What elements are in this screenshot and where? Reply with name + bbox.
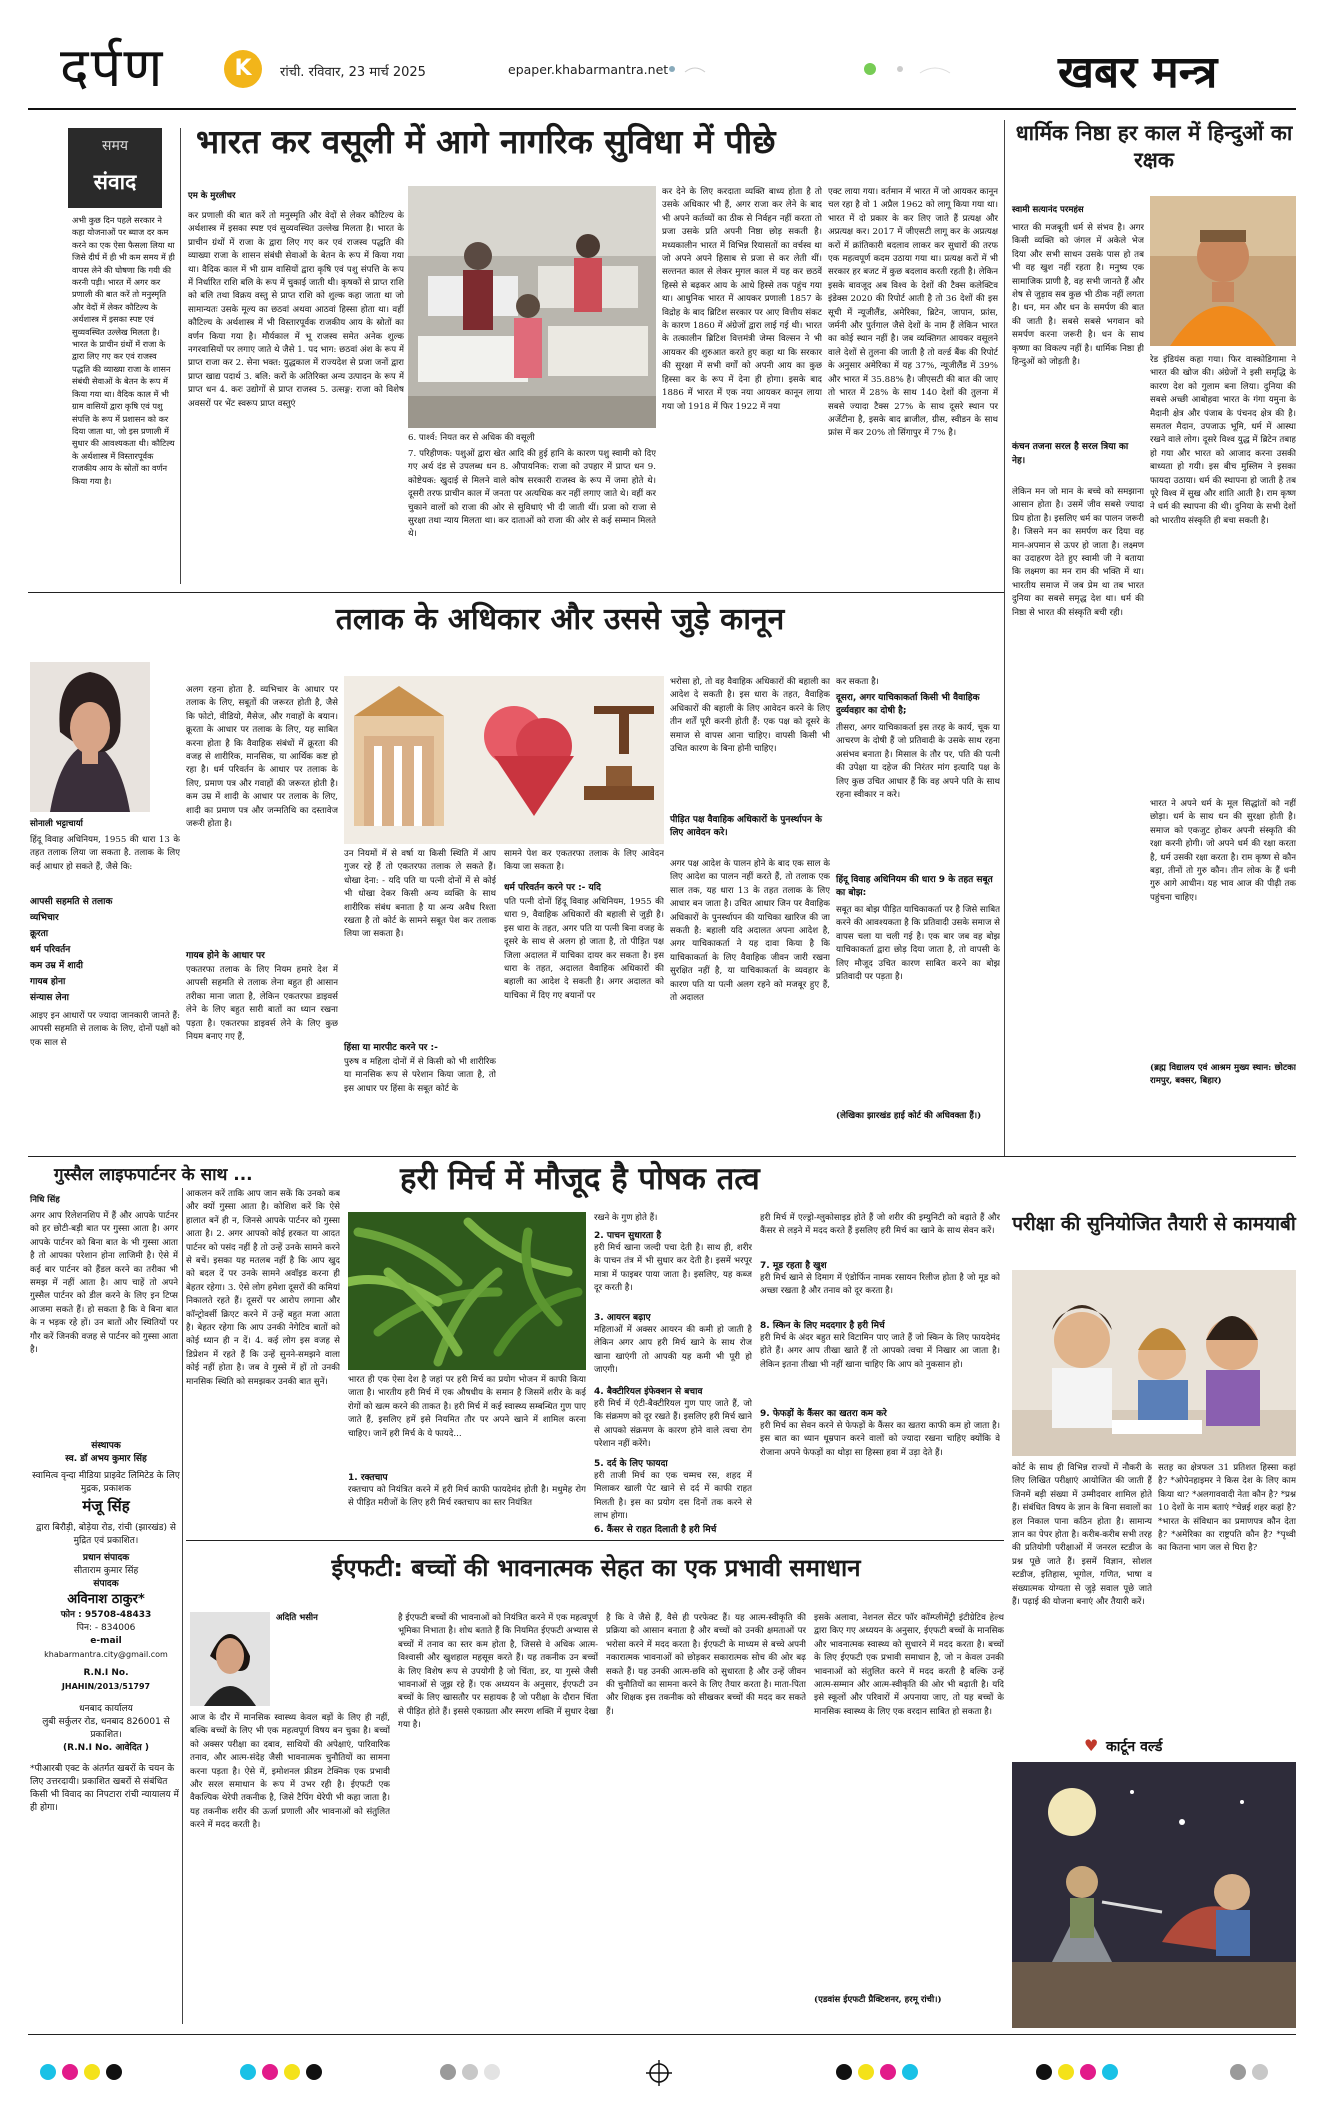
- color-dot-gray: [462, 2064, 478, 2080]
- samay-body: अभी कुछ दिन पहले सरकार ने कहा योजनाओं पर ब्याज दर कम करने का एक ऐसा फैसला लिया था जिसे दीर्घ में ही भी कम समय में ही वापस लेने की घोषणा कि गयी की करनी पड़ी। भारत में अगर कर प्रणाली की बात करें तो मनुस्मृति और वेदों में लेकर कौटिल्य के अर्थशास्त्र में इसका स्पष्ट एवं सुव्यवस्थित उल्लेख मिलता है। भारत के प्राचीन ग्रंथों में राजा के द्वारा लिए गए कर एवं राजस्व पद्धति की व्याख्या राजा के शासन संबंधी सेवाओं के बेतन के रूप में किया गया था। वैदिक काल में भी ग्राम वासियों द्वारा कृषि एवं पशु संपत्ति के रूप में प्रशासन को कर दिया जाता था, जो इस प्रणाली में सुधार की आवश्यकता थी। कौटिल्य के अर्थशास्त्र में विस्तारपूर्वक राजकीय आय के स्रोतों का वर्णन किया गया है।: [72, 215, 175, 486]
- court-collage-photo: [344, 676, 664, 844]
- green-chili-photo: [348, 1212, 586, 1370]
- imprint-phone: फोन : 95708-48433: [60, 1610, 152, 1620]
- article2-footer: (ब्रह्म विद्यालय एवं आश्रम मुख्य स्थान: छोटका रामपुर, बक्सर, बिहार): [1150, 1063, 1296, 1087]
- article3-sub5: दूसरा, अगर याचिकाकर्ता किसी भी वैवाहिक दुर्व्यवहार का दोषी है;: [836, 693, 980, 716]
- registration-marks: [0, 2064, 1324, 2094]
- article3-col6b: सबूत का बोझ पीड़ित याचिकाकर्ता पर है जिसे साबित करने की आवश्यकता है कि प्रतिवादी उसके समाज से वापस चला या चली गई है। एक बार जब वह बोझ याचिकाकर्ता द्वारा छोड़ दिया जाता है, तो वापसी के लिए मौजूद उचित कारण साबित करने का बोझ प्रतिवादी पर पड़ता है।: [836, 905, 1000, 983]
- color-dot-yellow: [84, 2064, 100, 2080]
- article7-col2: है ईएफटी बच्चों की भावनाओं को नियंत्रित करने में एक महत्वपूर्ण भूमिका निभाता है। शोध बताते हैं कि नियमित ईएफटी अभ्यास से बच्चों में तनाव का स्तर कम होता है, जिससे वे अधिक आत्म-विश्वासी और खुशहाल महसूस करते हैं। यह तकनीक उन बच्चों के लिए विशेष रूप से उपयोगी है जो चिंता, डर, या गुस्से जैसी भावनाओं से जूझ रहे हैं। एक अध्ययन के अनुसार, ईएफटी उन बच्चों के लिए खासतौर पर सहायक है जो परीक्षा के दौरान चिंता से पीड़ित होते हैं। इससे एकाग्रता और स्मरण शक्ति में सुधार देखा गया है।: [398, 1613, 598, 1731]
- article1-col4: एक्ट लाया गया। वर्तमान में भारत में जो आयकर कानून चल रहा है वो 1 अप्रैल 1962 को लागू किया गया था। भारत में दो प्रकार के कर लिए जाते हैं प्रत्यक्ष और अप्रत्यक्ष कर। 2017 में जीएसटी लागू कर के अप्रत्यक्ष करों में क्रांतिकारी बदलाव लाकर कर सुधारों की तरफ एक महत्वपूर्ण कदम उठाया गया था। प्रत्यक्ष करों में भी सरकार हर बजट में कुछ बदलाव करती रहती है। लेकिन इसके बावजूद अब विश्व के देशों की टैक्स कलेक्टिव इंडेक्स 2020 की रिपोर्ट आती है तो 36 देशों की इस सूची में न्यूजीलैंड, अमेरिका, ब्रिटेन, जापान, फ्रांस, जर्मनी और पुर्तगाल जैसे देशों के नाम हैं लेकिन भारत का कोई स्थान नहीं है। जब व्यक्तिगत आयकर वसूलने वाले देशों से तुलना की जाती है तो वर्ल्ड बैंक की रिपोर्ट के अनुसार अमेरिका में यह 37%, न्यूजीलैंड में 39% और भारत में 35.88% है। जीएसटी की बात की जाए तो भारत में 28% के साथ 140 देशों की तुलना में सबसे ज्यादा टैक्स 27% के साथ दूसरे स्थान पर अर्जेंटीना है, इसके बाद ब्राजील, ग्रीस, स्वीडन के साथ फ्रांस में कर 20% तो सिंगापुर में 7% है।: [828, 187, 998, 439]
- cartoon-label-bar: [1084, 1734, 1296, 1758]
- article3-col4b: पति पत्नी दोनों हिंदू विवाह अधिनियम, 1955 की धारा 9, वैवाहिक अधिकारों की बहाली से जुड़ी है। इस धारा के तहत, अगर पति या पत्नी बिना वजह के दूसरे के साथ से अलग हो जाता है, तो पीड़ित पक्ष जिला अदालत में याचिका दायर कर सकता है। इस धारा के तहत, अदालत वैवाहिक अधिकारों की बहाली का आदेश दे सकती है। अगर अदालत को याचिका में दिए गए बयानों पर: [504, 897, 664, 1001]
- swami-photo: [1150, 196, 1296, 346]
- article7-col4: इसके अलावा, नेशनल सेंटर फॉर कॉम्प्लीमेंट्री इंटीग्रेटिव हेल्थ द्वारा किए गए अध्ययन के अनुसार, ईएफटी बच्चों के मानसिक और भावनात्मक स्वास्थ्य को सुधारने में मदद करता है। बच्चों के लिए ईएफटी एक प्रभावी समाधान है, जो न केवल उनकी भावनाओं को संतुलित करने में मदद करती है बल्कि उन्हें आत्म-सम्मान और आत्म-स्वीकृति की ओर भी बढ़ाती है। यदि इसे स्कूलों और परिवारों में अपनाया जाए, तो यह बच्चों के मानसिक स्वास्थ्य के लिए एक वरदान साबित हो सकता है।: [814, 1613, 1004, 1717]
- article5-sub8: 8. स्किन के लिए मददगार है हरी मिर्च: [760, 1321, 885, 1331]
- article5-sub1: 1. रक्तचाप: [348, 1473, 388, 1483]
- author-sonali-photo: [30, 662, 150, 812]
- article3-intro: हिंदू विवाह अधिनियम, 1955 की धारा 13 के तहत तलाक लिया जा सकता है. तलाक के लिए कई आधार हो सकते हैं, जैसे कि:: [30, 835, 180, 872]
- imprint-email-label: e-mail: [90, 1636, 122, 1646]
- article1-col1: कर प्रणाली की बात करें तो मनुस्मृति और वेदों से लेकर कौटिल्य के अर्थशास्त्र में इसका स्पष्ट एवं सुव्यवस्थित उल्लेख मिलता है। भारत के प्राचीन ग्रंथों में राजा के द्वारा लिए गए कर एवं राजस्व पद्धति की व्याख्या राजा के शासन संबंधी सेवाओं के बेतन के रूप में किया गया था। वैदिक काल में भी ग्राम वासियों द्वारा कृषि एवं पशु संपत्ति के रूप में निर्धारित राशि बलि के रूप में चुकाई जाती थी। कृषकों से प्राप्त राशि को बलि तथा विक्रय वस्तु से प्राप्त राशि को शुल्क कहा जाता था जो सामान्यतः उसके मूल्य का छठवां अथवा आठवां हिस्सा होता था। वहीं कौटिल्य के अर्थशास्त्र में भी विस्तारपूर्वक राजकीय आय के स्रोतों का वर्णन किया गया है। मौर्यकाल में भू राजस्व समेत अनेक शुल्क नगरवासियों पर लगाए जाते थे जैसे 1. पद भाग: छठवां अंश के रूप में प्राप्त राजा कर 2. सेना भक्त: युद्धकाल में राज्यदेश से प्रजा जनों द्वारा प्राप्त खाद्य पदार्थ 3. बलि: करों के अतिरिक्त अन्य उत्पादन के रूप में प्राप्त धन 4. करः उद्योगों से प्राप्त राजस्व 5. उत्सङ्ग: राजा को विशेष अवसरों पर भेंट स्वरूप प्राप्त वस्तुएं: [188, 211, 404, 409]
- article1-headline: भारत कर वसूली में आगे नागरिक सुविधा में पीछे: [196, 122, 776, 161]
- color-dot-black: [1036, 2064, 1052, 2080]
- list-item: धर्म परिवर्तन: [30, 945, 71, 955]
- imprint-title: संस्थापक: [91, 1441, 121, 1451]
- article5-col2c: हरी मिर्च में एंटी-बैक्टीरियल गुण पाए जाते हैं, जो कि संक्रमण को दूर रखते हैं। इसलिए हरी मिर्च खाने से आपको संक्रमण के कारण होने वाले त्वचा रोग परेशान नहीं करेंगे।: [594, 1399, 752, 1450]
- article3-col3: उन नियमों में से वर्षा या किसी स्थिति में आप गुजर रहे हैं तो एकतरफा तलाक ले सकते हैं। धोखा देना: - यदि पति या पत्नी दोनों में से कोई भी धोखा देकर किसी अन्य व्यक्ति के साथ शारीरिक संबंध बनाता है या अन्य अवैध रिश्ता रखता है तो कोर्ट के सामने सबूत पेश कर तलाक लिया जा सकता है।: [344, 849, 496, 940]
- article1-col3: कर देने के लिए करदाता व्यक्ति बाध्य होता है तो उसके अधिकार भी हैं, अगर राजा कर लेने के बाद भी अपने कर्तव्यों का ठीक से निर्वहन नहीं करता तो प्रजा उसके प्रति अपनी निष्ठा छोड़ सकती है। मध्यकालीन भारत में विभिन्न रियासतों का वर्चस्व था जो अपने अपने हिसाब से प्रजा से कर लेती थीं। सल्तनत काल से लेकर मुगल काल में यह कर छठवें हिस्से से बढ़कर आय के आधे हिस्से तक पहुंच गया था। आधुनिक भारत में आयकर प्रणाली 1857 के विद्रोह के बाद ब्रिटिश सरकार पर आए वित्तीय संकट के कारण 1860 में अंग्रेजों द्वारा लाई गई थी। भारत के तत्कालीन ब्रिटिश वित्तमंत्री जेम्स विल्सन ने भी आयकर की शुरुआत करते हुए कहा था कि सरकार की सुरक्षा में सभी वर्गों को अपनी आय का कुछ हिस्सा कर के रूप में देना ही होगा। इसके बाद 1886 में भारत में एक नया आयकर कानून लाया गया जो 1918 में फिर 1922 में नया: [662, 187, 822, 412]
- article7-col1: आज के दौर में मानसिक स्वास्थ्य केवल बड़ों के लिए ही नहीं, बल्कि बच्चों के लिए भी एक महत्वपूर्ण विषय बन चुका है। बच्चों को अक्सर परीक्षा का दबाव, साथियों की अपेक्षाएं, पारिवारिक तनाव, और आत्म-संदेह जैसी भावनात्मक चुनौतियों का सामना करना पड़ता है। ऐसे में, इमोशनल फ्रीडम टेक्निक एक प्रभावी और सरल समाधान के रूप में उभर रही है। ईएफटी एक वैकल्पिक थेरेपी तकनीक है, जिसे टैपिंग थेरेपी भी कहा जाता है। यह तकनीक शरीर की ऊर्जा प्रणाली और भावनाओं को संतुलित करने में मदद करती है।: [190, 1713, 390, 1831]
- article6-headline: परीक्षा की सुनियोजित तैयारी से कामयाबी: [1012, 1213, 1296, 1235]
- epaper-link[interactable]: epaper.khabarmantra.net: [508, 62, 669, 77]
- article3-headline: तलाक के अधिकार और उससे जुड़े कानून: [335, 602, 785, 637]
- article3-col6a: तीसरा, अगर याचिकाकर्ता इस तरह के कार्य, चूक या आचरण के दोषी हैं जो प्रतिवादी के उसके साथ रहना असंभव बनाता है। मिसाल के तौर पर, पति की पत्नी की उपेक्षा या दहेज की निरंतर मांग इत्यादि पक्ष के लिए कुछ उचित आधार हैं कि वह अपने पति के साथ रहना स्वीकार न करे।: [836, 723, 1000, 801]
- color-dot-magenta: [1080, 2064, 1096, 2080]
- article5-headline: हरी मिर्च में मौजूद है पोषक तत्व: [400, 1161, 760, 1197]
- list-item: व्यभिचार: [30, 913, 59, 923]
- article5-col2: रखने के गुण होते हैं।: [594, 1213, 658, 1223]
- color-dot-gray: [1230, 2064, 1246, 2080]
- row2-rule: [28, 592, 1004, 593]
- list-item: गायब होना: [30, 977, 66, 987]
- imprint-rni-num: JHAHIN/2013/51797: [61, 1682, 151, 1691]
- section-logo: दर्पण: [60, 36, 165, 99]
- color-dot-yellow: [284, 2064, 300, 2080]
- article3-col2: अलग रहना होता है. व्यभिचार के आधार पर तलाक के लिए, सबूतों की जरूरत होती है, जैसे कि फोटो, वीडियो, मैसेज, और गवाहों के बयान। क्रूरता के आधार पर तलाक के लिए, यह साबित करना होता है कि वैवाहिक संबंधों में क्रूरता की वजह से शारीरिक, मानसिक, या आर्थिक कष्ट हो रहा है। धर्म परिवर्तन के आधार पर तलाक के लिए, प्रमाण पत्र और गवाहों की जरूरत होती है। कम उम्र में शादी के आधार पर तलाक के लिए, शादी का प्रमाण पत्र और जन्मतिथि का दस्तावेज जरूरी होता है।: [186, 685, 338, 830]
- article7-headline: ईएफटी: बच्चों की भावनात्मक सेहत का एक प्रभावी समाधान: [331, 1554, 861, 1582]
- imprint-rni2: (R.N.I No. आवेदित ): [62, 1743, 150, 1753]
- article4-body: अगर आप रिलेशनशिप में हैं और आपके पार्टनर को हर छोटी-बड़ी बात पर गुस्सा आता है। अगर आपके पार्टनर को बिना बात के भी गुस्सा आता है तो आपका परेशान होना लाजिमी है। ऐसे में कई बार पार्टनर को हैंडल करने का तरीका भी समझ में नहीं आता है। आप चाहें तो अपने गुस्सैल पार्टनर को डील करने के लिए इन टिप्स आजमा सकते हैं। हो सकता है कि वे बिना बात के न भड़क रहे हों। उन बातों और स्थितियों पर गौर करें जिनकी वजह से पार्टनर को गुस्सा आता है।: [30, 1211, 178, 1356]
- article1-col2: 7. परिहीणक: पशुओं द्वारा खेत आदि की हुई हानि के कारण पशु स्वामी को दिए गए अर्थ दंड से उपलब्ध धन 8. औपायनिक: राजा को उपहार में प्राप्त धन 9. कोष्टेयक: खुदाई से मिलने वाले कोष सरकारी राजस्व के रूप में जमा होते थे। दूसरी तरफ प्राचीन काल में जनता पर अत्यधिक कर नहीं लगाए जाते थे। वहीं कर चुकाने वालों को राजा की ओर से सुविधाएं भी दी जाती थीं। प्रजा को राजा से सुरक्षा तथा न्याय मिलता था। कर दाताओं को राजा की ओर से कई सम्मान मिलते थे।: [408, 449, 656, 540]
- imprint-note: *पीआरबी एक्ट के अंतर्गत खबरों के चयन के लिए उत्तरदायी। प्रकाशित खबरों से संबंधित किसी भी विवाद का निपटारा रांची न्यायालय में ही होगा।: [30, 1764, 179, 1813]
- color-dot-cyan: [40, 2064, 56, 2080]
- color-dot-yellow: [858, 2064, 874, 2080]
- masthead-decor: [660, 58, 990, 80]
- article3-col5b: अगर पक्ष आदेश के पालन होने के बाद एक साल के लिए आदेश का पालन नहीं करते हैं, तो तलाक एक साल तक, यह धारा 13 के तहत तलाक के लिए आधार बन जाता है। उचित आधार जिन पर वैवाहिक अधिकारों के पुनर्स्थापन की याचिका खारिज की जा सकती है: बहाली यदि अदालत अपना आदेश है, अगर याचिकाकर्ता ने यह दावा किया है कि याचिकाकर्ता के लिए वैवाहिक जीवन जारी रखना सुरक्षित नहीं है, या याचिकाकर्ता के व्यवहार के कारण पति या पत्नी अलग रहने को मजबूर हुए हैं, तो अदालत: [670, 859, 830, 1004]
- article2-bold-mid: कंचन तजना सरल है सरल त्रिया का नेह।: [1012, 442, 1129, 466]
- article3-col4: सामने पेश कर एकतरफा तलाक के लिए आवेदन किया जा सकता है।: [504, 849, 664, 873]
- hospital-photo: [408, 186, 656, 428]
- article2-col3: रेड इंडियंस कहा गया। फिर वास्कोडिगामा ने भारत की खोज की। अंग्रेजों ने इसी समृद्धि के कारण देश को गुलाम बना लिया। दुनिया की सबसे अच्छी आबोहवा भारत के गंगा यमुना के मैदानी क्षेत्र और पंजाब के पंचनद क्षेत्र की है। समतल मैदान, उपजाऊ भूमि, धर्म में आस्था रखने वाले लोग। दूसरे विश्व युद्ध में ब्रिटेन तबाह हो गया और भारत को आजाद करना उसकी बाध्यता हो गयी। इस बीच मुस्लिम ने इसका फायदा उठाया। धर्म की स्थापना हो जाती है तब पूरे विश्व में सुख और शांति आती है। राम कृष्ण ने धर्म की स्थापना की थी। दुनिया के सभी देशों को भारतीय संस्कृति ही बचा सकती है।: [1150, 355, 1296, 526]
- samay-box: [68, 128, 162, 208]
- dateline: रांची. रविवार, 23 मार्च 2025: [280, 65, 426, 80]
- article5-sub6: 6. कैंसर से राहत दिलाती है हरी मिर्च: [594, 1525, 717, 1535]
- imprint-publisher: मंजू सिंह: [82, 1497, 130, 1515]
- imprint-owner: स्वामित्व वृन्दा मीडिया प्राइवेट लिमिटेड के लिए मुद्रक, प्रकाशक: [32, 1471, 180, 1494]
- article7-col3: है कि वे जैसे हैं, वैसे ही परफेक्ट हैं। यह आत्म-स्वीकृति की प्रक्रिया को आसान बनाता है और बच्चों को उनकी क्षमताओं पर भरोसा करने में मदद करता है। ईएफटी के माध्यम से बच्चे अपनी नकारात्मक भावनाओं को छोड़कर सकारात्मक सोच की ओर बढ़ सकते हैं। यह उनकी आत्म-छवि को सुधारता है और उन्हें जीवन की चुनौतियों का सामना करने के लिए तैयार करता है। माता-पिता और शिक्षक इस तकनीक को सीखकर बच्चों की मदद कर सकते हैं।: [606, 1613, 806, 1717]
- cartoon-label: कार्टून वर्ल्ड: [1106, 1739, 1163, 1755]
- article3-sub6: हिंदू विवाह अधिनियम की धारा 9 के तहत सबूत का बोझ:: [836, 875, 993, 898]
- imprint-rni: R.N.I No.: [83, 1668, 129, 1678]
- article3-sub4: पीड़ित पक्ष वैवाहिक अधिकारों के पुनर्स्थापन के लिए आवेदन करे।: [670, 815, 822, 838]
- article2-col2: लेकिन मन जो मान के बच्चे को समझाना आसान होता है। उसमें जीव सबसे ज्यादा प्रिय होता है। इसलिए धर्म का पालन जरूरी है। जिसने मन का समर्पण कर दिया वह मान-अपमान से ऊपर हो जाता है। लक्ष्मण का उदाहरण देते हुए स्वामी जी ने बताया कि लक्ष्मण का मन राम की भक्ति में था। भारतीय समाज में जब प्रेम था तब भारत दुनिया का सबसे समृद्ध देश था। धर्म की निष्ठा से भारत की संस्कृति बची रही।: [1012, 487, 1144, 618]
- article1-right-divider: [1004, 120, 1005, 1156]
- imprint-print: द्वारा बिरौड़ी, बोड़ेया रोड, रांची (झारखंड) से मुद्रित एवं प्रकाशित।: [36, 1523, 176, 1546]
- article5-col2b: महिलाओं में अक्सर आयरन की कमी हो जाती है लेकिन अगर आप हरी मिर्च खाने के साथ रोज खाना खाएंगी तो आपकी यह कमी भी पूरी हो जाएगी।: [594, 1325, 752, 1376]
- color-dot-cyan: [240, 2064, 256, 2080]
- article5-sub3: 3. आयरन बढ़ाए: [594, 1313, 651, 1323]
- color-dot-gray: [484, 2064, 500, 2080]
- article5-sub4: 4. बैक्टीरियल इंफेक्शन से बचाव: [594, 1387, 703, 1397]
- color-dot-magenta: [262, 2064, 278, 2080]
- article4-byline: निधि सिंह: [30, 1195, 60, 1205]
- article3-byline: सोनाली भट्टाचार्या: [30, 819, 83, 829]
- heart-icon: ♥: [1084, 1736, 1099, 1755]
- article5-col3b: हरी मिर्च के अंदर बहुत सारे विटामिन पाए जाते हैं जो स्किन के लिए फायदेमंद होते हैं। अगर आप तीखा खाते हैं तो आपको त्वचा में निखार आ जाता है। लेकिन इतना तीखा भी नहीं खाना चाहिए कि आप को नुकसान हो।: [760, 1333, 1000, 1370]
- samay-label: संवाद: [93, 170, 137, 194]
- article5-col3a: हरी मिर्च खाने से दिमाग में एंडोर्फिन नामक रसायन रिलीज होता है जो मूड को अच्छा रखता है और तनाव को दूर करता है।: [760, 1273, 1000, 1297]
- article4-col2: आकलन करें ताकि आप जान सकें कि उनको कब और क्यों गुस्सा आता है। कोशिश करें कि ऐसे हालात बनें ही न, जिनसे आपके पार्टनर को गुस्सा आता है। 2. अगर आपको कोई हरकत या आदत पार्टनर को पसंद नहीं है तो उन्हें उनके सामने करने से बचें। इसका यह मतलब नहीं है कि आप खुद को बदल दें पर उनके सामने अवॉइड करना ही बेहतर रहेगा। 3. ऐसे लोग हमेशा दूसरों की कमियां निकालते रहते हैं। दूसरों पर आरोप लगाना और कॉन्ट्रोवर्सी क्रिएट करने में उन्हें बहुत मजा आता है। बेहतर रहेगा कि आप उनकी नेगेटिव बातों को कोई ध्यान ही न दें। 4. कई लोग इस वजह से डिप्रेशन में रहते हैं कि उन्हें सुनने-समझने वाला कोई नहीं होता है। जब वे गुस्से में हों तो उनकी मानसिक स्थिति को समझकर उनकी बात सुनें।: [186, 1189, 340, 1387]
- article5-col1: भारत ही एक ऐसा देश है जहां पर हरी मिर्च का प्रयोग भोजन में काफी किया जाता है। भारतीय हरी मिर्च में एक औषधीय के समान है जिसमें शरीर के कई रोगों को खत्म करने की ताकत है। हरी मिर्च में कई स्वास्थ्य सम्बन्धित गुण पाए जाते हैं, इसलिए हमें इसे नियमित तौर पर अपने खाने में शामिल करना चाहिए। जानें हरी मिर्च के ये फायदे...: [348, 1375, 586, 1439]
- imprint: [30, 1440, 182, 2020]
- article3-sub2: हिंसा या मारपीट करने पर :-: [344, 1043, 438, 1053]
- article7-byline: अदिति भसीन: [276, 1613, 318, 1623]
- article3-col3b: पुरुष व महिला दोनों में से किसी को भी शारीरिक या मानसिक रूप से परेशान किया जाता है, तो इस आधार पर हिंसा के सबूत कोर्ट के: [344, 1057, 496, 1094]
- color-dot-black: [106, 2064, 122, 2080]
- article3-col5: भरोसा हो, तो वह वैवाहिक अधिकारों की बहाली का आदेश दे सकती है। इस धारा के तहत, वैवाहिक अधिकारों की बहाली के लिए आवेदन करने के लिए तीन शर्तें पूरी करनी होती हैं: एक पक्ष को दूसरे के समाज से वापस आना चाहिए। वापसी किसी भी उचित कारण के बिना होनी चाहिए।: [670, 677, 830, 755]
- list-item: संन्यास लेना: [30, 993, 69, 1003]
- cartoon-image: [1012, 1762, 1296, 2028]
- family-study-photo: [1012, 1270, 1296, 1456]
- article3-list: [30, 910, 180, 1006]
- article3-sub1: गायब होने के आधार पर: [186, 951, 265, 961]
- color-dot-black: [836, 2064, 852, 2080]
- imprint-office: धनबाद कार्यालय: [79, 1704, 133, 1714]
- article3-sub3: धर्म परिवर्तन करने पर :- यदि: [504, 883, 601, 893]
- color-dot-gray: [1252, 2064, 1268, 2080]
- article7-footer: (एडवांस ईएफटी प्रैक्टिशनर, हरमू रांची।): [814, 1995, 942, 2005]
- color-dot-cyan: [902, 2064, 918, 2080]
- article3-col2b: एकतरफा तलाक के लिए नियम हमारे देश में आपसी सहमति से तलाक लेना बहुत ही आसान तरीका माना जाता है, लेकिन एकतरफा डाइवर्स लेने के लिए बहुत सारी बातों का ध्यान रखना पड़ता है। एकतरफा डाइवर्स लेने के लिए कुछ नियम बनाए गए हैं,: [186, 965, 338, 1043]
- color-dot-magenta: [880, 2064, 896, 2080]
- article5-sub7: 7. मूड रहता है खुश: [760, 1261, 827, 1271]
- article3-outro: आइए इन आधारों पर ज्यादा जानकारी जानते हैं: आपसी सहमति से तलाक के लिए, दोनों पक्षों को एक साल से: [30, 1011, 180, 1048]
- article5-col3: हरी मिर्च में एल्ड्रो-ग्लुकोसाइड होते हैं जो शरीर की इम्युनिटी को बढ़ाते हैं और कैंसर से लड़ने में मदद करते हैं इसलिए हरी मिर्च का खाने के साथ सेवन करें।: [760, 1213, 1000, 1237]
- article5-sub2: 2. पाचन सुधारता है: [594, 1231, 662, 1241]
- logo-letter: K: [234, 56, 252, 81]
- list-item: क्रूरता: [30, 929, 49, 939]
- color-dot-yellow: [1058, 2064, 1074, 2080]
- masthead-rule: [28, 108, 1296, 110]
- brand-logo-icon: [224, 50, 262, 88]
- color-dot-cyan: [1102, 2064, 1118, 2080]
- imprint-address: लुबी सर्कुलर रोड, धनबाद 826001 से प्रकाशित।: [42, 1717, 170, 1740]
- article4-headline: गुस्सैल लाइफपार्टनर के साथ ...: [54, 1165, 253, 1185]
- crosshair-icon: [646, 2060, 672, 2086]
- color-dot-gray: [440, 2064, 456, 2080]
- list-item: कम उम्र में शादी: [30, 961, 83, 971]
- author-aditi-photo: [190, 1612, 270, 1706]
- imprint-editor-title: प्रधान संपादक: [82, 1553, 130, 1563]
- color-dot-magenta: [62, 2064, 78, 2080]
- article1-caption: 6. पार्श्व: नियत कर से अधिक की वसूली: [408, 433, 535, 443]
- article2-headline: धार्मिक निष्ठा हर काल में हिन्दुओं का रक्षक: [1015, 121, 1293, 172]
- article2-col4: भारत ने अपने धर्म के मूल सिद्धांतों को नहीं छोड़ा। धर्म के साथ धन की सुरक्षा होती है। समाज को एकजुट होकर अपनी संस्कृति की रक्षा करनी होगी। जो अपने धर्म की रक्षा करता है, धर्म उसकी रक्षा करता है। राम कृष्ण से कौन बड़ा, तीनों तो गुरु कौन। तीन लोक के हैं धनी गुरु आगे आधीन। यह भाव आज की पीढ़ी तक पहुंचना चाहिए।: [1150, 799, 1296, 903]
- imprint-divider: [182, 1188, 183, 2024]
- samay-top: समय: [102, 138, 128, 154]
- imprint-chief: अविनाश ठाकुर*: [67, 1592, 145, 1607]
- article2-col1: भारत की मजबूती धर्म से संभव है। अगर किसी व्यक्ति को जंगल में अकेले भेज दिया और सभी साधन उसके पास हो तब भी वह खुश नहीं रहता है। मनुष्य एक सामाजिक प्राणी है, वह सभी जानते हैं और शेष से जुड़ाव सब कुछ भी ठीक नहीं लगता है। धन, मन और धन के समर्पण की बात की जाती है। सबसे सबसे भगवान को समर्पण करना जरूरी है। धन के साथ कृष्णा का विकल्प नहीं है। धार्मिक निष्ठा ही हिन्दुओं को जोड़ती है।: [1012, 223, 1144, 368]
- article3-footer: (लेखिका झारखंड हाई कोर्ट की अधिवक्ता हैं।): [836, 1111, 982, 1121]
- article5-col3c: हरी मिर्च का सेवन करने से फेफड़ों के कैंसर का खतरा काफी कम हो जाता है। इस बात का ध्यान धूम्रपान करने वालों को ज्यादा रखना चाहिए क्योंकि वे रोजाना अपने फेफड़ों का थोड़ा सा हिस्सा हवा में उड़ा देते हैं।: [760, 1421, 1000, 1458]
- article5-sub9: 9. फेफड़ों के कैंसर का खतरा कम करे: [760, 1409, 887, 1419]
- imprint-chief-title: संपादक: [93, 1579, 119, 1589]
- article6-col2: सतह का क्षेत्रफल 31 प्रतिशत हिस्सा कहां है? *ओपेनहाइमर ने किस देश के लिए काम किया था? *अलगाववादी नेता कौन है? *प्रश्न 10 देशों के नाम बताएं *चेन्नई शहर कहां है? *भारत के संविधान का प्रमाणपत्र कौन देता है? *अमेरिका का राष्ट्रपति कौन है? *पृथ्वी का कितना भाग जल से घिरा है?: [1158, 1463, 1296, 1554]
- footer-rule: [28, 2034, 1296, 2035]
- imprint-email[interactable]: khabarmantra.city@gmail.com: [44, 1650, 168, 1659]
- samay-divider: [180, 128, 181, 584]
- article5-col2d: हरी ताजी मिर्च का एक चम्मच रस, शहद में मिलाकर खाली पेट खाने से दर्द में काफी राहत मिलती है। इस का प्रयोग दस दिनों तक करने से लाभ होगा।: [594, 1471, 752, 1522]
- imprint-pin: पिन: - 834006: [76, 1623, 136, 1633]
- article5-sub5: 5. दर्द के लिए फायदा: [594, 1459, 668, 1469]
- imprint-editor: सीताराम कुमार सिंह: [73, 1566, 139, 1576]
- color-dot-black: [306, 2064, 322, 2080]
- article5-col1b: रक्तचाप को नियंत्रित करने में हरी मिर्च काफी फायदेमंद होती है। मधुमेह रोग से पीड़ित मरीजों के लिए हरी मिर्च रक्तचाप का स्तर नियंत्रित: [348, 1485, 586, 1509]
- row3-rule: [28, 1156, 1296, 1157]
- article5-col2a: हरी मिर्च खाना जल्दी पचा देती है। साथ ही, शरीर के पाचन तंत्र में भी सुधार कर देती है। इसमें भरपूर मात्रा में फाइबर पाया जाता है। इसलिए, यह कब्ज दूर करती है।: [594, 1243, 752, 1294]
- article3-col6: कर सकता है।: [836, 677, 879, 687]
- brand-name: खबर मन्त्र: [1058, 47, 1218, 98]
- article6-col1: कोर्ट के साथ ही विभिन्न राज्यों में नौकरी के लिए लिखित परीक्षाएं आयोजित की जाती हैं जिनमें बड़ी संख्या में उम्मीदवार शामिल होते हैं। संबंधित विषय के ज्ञान के बिना सवालों का हल निकाल पाना कठिन होता है। सामान्य ज्ञान का पेपर होता है। करीब-करीब सभी तरह की प्रतियोगी परीक्षाओं में जनरल स्टडीज के प्रश्न पूछे जाते हैं। इसमें विज्ञान, सोशल स्टडीज, इतिहास, भूगोल, गणित, भाषा व संख्यात्मक योग्यता से जुड़े सवाल पूछे जाते हैं। पढ़ाई की योजना बनाएं और तैयारी करें।: [1012, 1463, 1152, 1608]
- imprint-founder: स्व. डॉ अभय कुमार सिंह: [65, 1454, 147, 1464]
- masthead: [0, 0, 1324, 110]
- article3-list-heading: आपसी सहमति से तलाक: [30, 897, 113, 907]
- article1-byline: एम के मुरलीधर: [188, 191, 236, 201]
- row4-rule: [186, 1540, 1004, 1541]
- article2-byline: स्वामी सत्यानंद परमहंस: [1012, 205, 1084, 215]
